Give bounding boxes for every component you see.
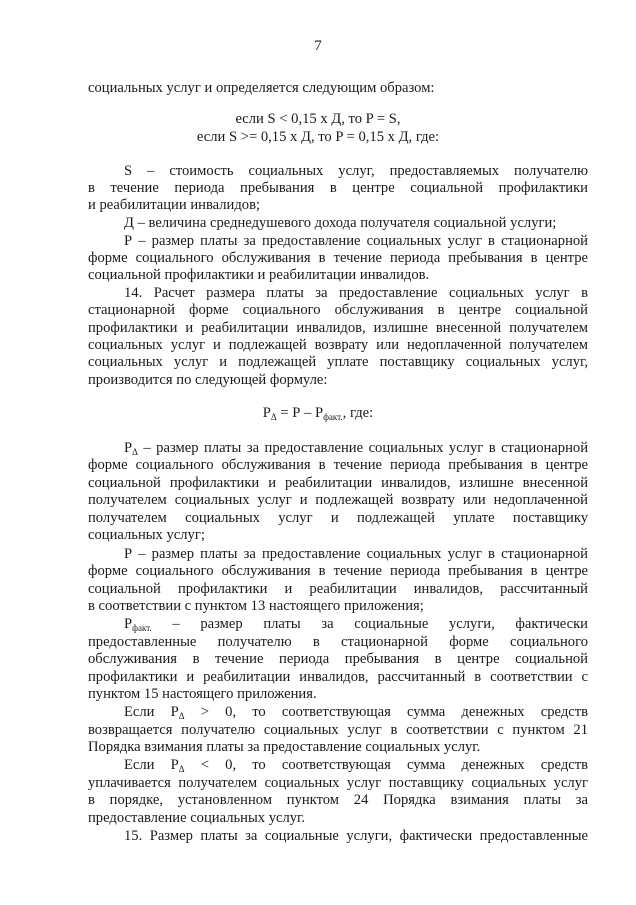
- line-text: социальных услуг и подлежащей возврату или недоплаченной получателем: [88, 337, 588, 353]
- line-text: – размер платы за предоставление социальных услуг в стационарной: [143, 440, 588, 456]
- text-line: [88, 337, 588, 353]
- line-text: S – стоимость социальных услуг, предоставляемых получателю: [124, 163, 588, 179]
- symbol: Р: [170, 704, 179, 720]
- line-text: Р – размер платы за предоставление социальных услуг в стационарной: [124, 233, 588, 249]
- text-line: [88, 527, 588, 543]
- line-text: предоставленные получателю в стационарной форме социального: [88, 634, 588, 650]
- line-text: в соответствии с пунктом 13 настоящего приложения;: [88, 598, 424, 614]
- symbol-subscript: Δ: [178, 764, 185, 774]
- symbol: Р: [170, 757, 179, 773]
- formula-delta: Δ: [270, 412, 277, 422]
- line-text: Р – размер платы за предоставление социальных услуг в стационарной: [124, 546, 588, 562]
- line-text: форме социального обслуживания в течение периода пребывания в центре: [88, 457, 588, 473]
- text-line: [88, 302, 588, 318]
- line-text: социальных услуг;: [88, 527, 205, 543]
- formula-fact: факт.: [323, 412, 343, 422]
- text-line: [88, 581, 588, 597]
- text-line: [88, 563, 588, 579]
- text-line: [88, 510, 588, 526]
- line-text: производится по следующей формуле:: [88, 372, 328, 388]
- text-line: [88, 180, 588, 196]
- text-line: [124, 757, 588, 773]
- text-line: [124, 828, 588, 844]
- text-line: [88, 80, 588, 96]
- if-word: Если: [124, 757, 171, 773]
- line-text: социальной профилактики и реабилитации инвалидов.: [88, 267, 430, 283]
- text-line: [88, 267, 588, 283]
- line-text: 15. Размер платы за социальные услуги, фактически предоставленные: [124, 828, 588, 844]
- line-text: форме социального обслуживания в течение периода пребывания в центре: [88, 250, 588, 266]
- text-line: [88, 634, 588, 650]
- text-line: [124, 233, 588, 249]
- line-text: < 0, то соответствующая сумма денежных средств: [200, 757, 589, 773]
- formula-tail: , где:: [342, 405, 374, 421]
- line-text: социальных услуг и определяется следующим образом:: [88, 80, 435, 96]
- line-text: обслуживания в течение периода пребывания в центре социальной: [88, 651, 588, 667]
- formula-eq: = Р – Р: [276, 405, 324, 421]
- text-line: [88, 739, 588, 755]
- text-line: [88, 598, 588, 614]
- line-text: если S < 0,15 х Д, то P = S,: [235, 111, 401, 127]
- text-line: [124, 215, 588, 231]
- text-line: [88, 722, 588, 738]
- text-line: [124, 440, 588, 456]
- symbol-subscript: Δ: [132, 447, 138, 457]
- text-line: [88, 775, 588, 791]
- line-text: 14. Расчет размера платы за предоставление социальных услуг в: [124, 285, 588, 301]
- text-line: [124, 546, 588, 562]
- line-text: Д – величина среднедушевого дохода получателя социальной услуги;: [124, 215, 557, 231]
- text-line: [88, 492, 588, 508]
- text-line: [88, 320, 588, 336]
- text-line: [88, 372, 588, 388]
- line-text: возвращается получателю социальных услуг в соответствии с пунктом 21: [88, 722, 588, 738]
- formula: [0, 405, 636, 421]
- line-text: пунктом 15 настоящего приложения.: [88, 686, 317, 702]
- page-number: 7: [314, 38, 322, 54]
- text-line: [124, 285, 588, 301]
- text-line: [88, 651, 588, 667]
- line-text: социальных услуг и подлежащей уплате поставщику социальных услуг,: [88, 354, 588, 370]
- text-line: [88, 197, 588, 213]
- line-text: профилактики и реабилитации инвалидов, излишне внесенной получателем: [88, 320, 588, 336]
- line-text: и реабилитации инвалидов;: [88, 197, 261, 213]
- formula-p: P: [262, 405, 271, 421]
- line-text: социальной профилактики и реабилитации инвалидов, рассчитанный: [88, 581, 588, 597]
- line-text: профилактики и реабилитации инвалидов, рассчитанный в соответствии с: [88, 669, 588, 685]
- text-line: [88, 250, 588, 266]
- line-text: стационарной форме социального обслуживания в центре социальной: [88, 302, 588, 318]
- line-text: Порядка взимания платы за предоставление социальных услуг.: [88, 739, 481, 755]
- line-text: уплачивается получателем социальных услуг поставщику социальных услуг: [88, 775, 588, 791]
- text-line: [88, 457, 588, 473]
- line-text: если S >= 0,15 х Д, то P = 0,15 х Д, где:: [196, 129, 440, 145]
- text-line: [124, 616, 588, 632]
- text-line: [0, 111, 636, 127]
- text-line: [88, 686, 588, 702]
- text-line: [88, 354, 588, 370]
- text-line: [88, 810, 588, 826]
- if-word: Если: [124, 704, 171, 720]
- line-text: социальной профилактики и реабилитации инвалидов, излишне внесенной: [88, 475, 588, 491]
- symbol-subscript: факт.: [132, 623, 152, 633]
- line-text: – размер платы за социальные услуги, фактически: [172, 616, 588, 632]
- text-line: [88, 669, 588, 685]
- line-text: предоставление социальных услуг.: [88, 810, 306, 826]
- line-text: получателем социальных услуг и подлежащей уплате поставщику: [88, 510, 588, 526]
- line-text: получателем социальных услуг и подлежащей возврату или недоплаченной: [88, 492, 588, 508]
- symbol: Р: [124, 440, 133, 456]
- line-text: форме социального обслуживания в течение периода пребывания в центре: [88, 563, 588, 579]
- text-line: [88, 475, 588, 491]
- line-text: > 0, то соответствующая сумма денежных средств: [200, 704, 589, 720]
- line-text: в течение периода пребывания в центре социальной профилактики: [88, 180, 588, 196]
- text-line: [124, 163, 588, 179]
- symbol-subscript: Δ: [178, 711, 185, 721]
- symbol: Р: [124, 616, 133, 632]
- text-line: [0, 129, 636, 145]
- text-line: [88, 792, 588, 808]
- line-text: в порядке, установленном пунктом 24 Порядка взимания платы за: [88, 792, 588, 808]
- text-line: [124, 704, 588, 720]
